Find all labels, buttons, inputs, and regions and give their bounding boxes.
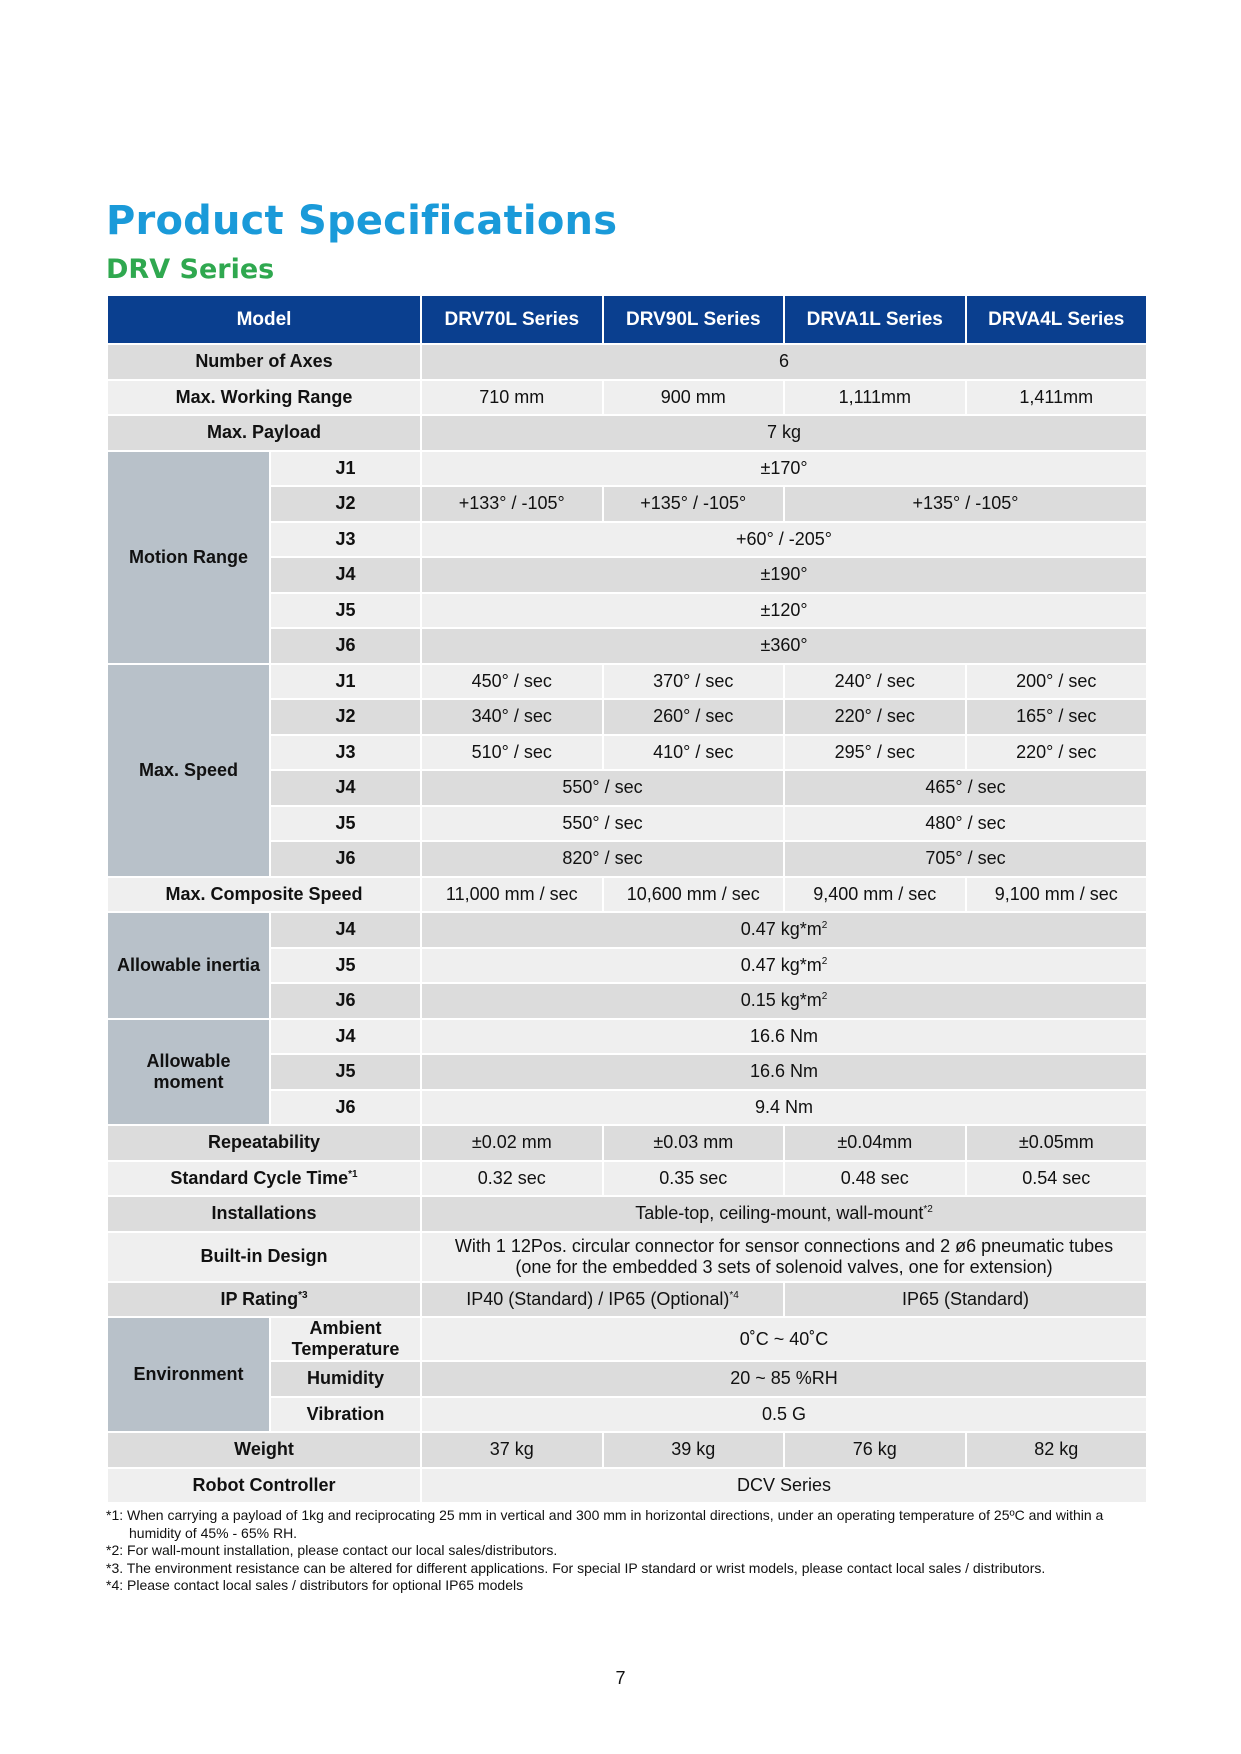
cell-value: 9,100 mm / sec [966,877,1148,913]
cell-value: 260° / sec [603,699,785,735]
cell-value: 820° / sec [421,841,784,877]
table-row [107,912,1147,948]
cell-value: 0.15 $kg*m^2$ [421,983,1147,1019]
cell-value: 220° / sec [966,735,1148,771]
spec-table [106,294,1148,1504]
cell-value: 16.6 Nm [421,1019,1147,1055]
table-row [107,1232,1147,1282]
cell-value: 10,600 mm / sec [603,877,785,913]
joint-label: J6 [270,1090,421,1126]
cell-value: 1,411mm [966,380,1148,416]
cell-value: 705° / sec [784,841,1147,877]
joint-label: J6 [270,983,421,1019]
cell-value: 450° / sec [421,664,603,700]
cell-value: 480° / sec [784,806,1147,842]
cell-value: 0.5 G [421,1397,1147,1433]
cell-value: ±0.04mm [784,1125,966,1161]
table-row [107,1019,1147,1055]
cell-value: 39 kg [603,1432,785,1468]
cell-value: ±170° [421,451,1147,487]
cell-value: 9,400 mm / sec [784,877,966,913]
group-label: Allowable moment [107,1019,270,1126]
table-row [107,877,1147,913]
cell-value: 0.48 sec [784,1161,966,1197]
group-label: Environment [107,1317,270,1432]
row-label: Max. Working Range [107,380,421,416]
joint-label: J3 [270,522,421,558]
footnote-marker: *1 [348,1168,358,1180]
superscript: 2 [821,920,828,932]
table-row [107,1317,1147,1361]
table-row [107,1161,1147,1197]
cell-value: 16.6 Nm [421,1054,1147,1090]
header-series: DRVA4L Series [966,295,1148,344]
cell-value: +135° / -105° [603,486,785,522]
sub-label: Vibration [270,1397,421,1433]
footnote-marker: *4 [729,1289,739,1301]
cell-value: 0.32 sec [421,1161,603,1197]
joint-label: J4 [270,557,421,593]
cell-value: With 1 12Pos. circular connector for sensor connections and 2 ø6 pneumatic tubes (one for the embedded 3 sets of solenoid valves, one for extension) [421,1232,1147,1282]
cell-value: 7 kg [421,415,1147,451]
page-subtitle: DRV Series [106,254,275,285]
header-series: DRV90L Series [603,295,785,344]
superscript: 2 [821,955,828,967]
table-row [107,1468,1147,1504]
cell-value: 0.47 $kg*m^2$ [421,948,1147,984]
table-row [107,1432,1147,1468]
cell-value: 165° / sec [966,699,1148,735]
group-label: Max. Speed [107,664,270,877]
cell-value: 220° / sec [784,699,966,735]
cell-value: 1,111mm [784,380,966,416]
cell-value: DCV Series [421,1468,1147,1504]
cell-value: 370° / sec [603,664,785,700]
joint-label: J5 [270,948,421,984]
table-row [107,1196,1147,1232]
cell-value: +133° / -105° [421,486,603,522]
joint-label: J1 [270,664,421,700]
footnote-marker: *3 [298,1289,308,1301]
group-label: Allowable inertia [107,912,270,1019]
cell-value: 0.35 sec [603,1161,785,1197]
row-label: Built-in Design [107,1232,421,1282]
cell-value: 76 kg [784,1432,966,1468]
table-row [107,1125,1147,1161]
cell-value: 510° / sec [421,735,603,771]
joint-label: J5 [270,593,421,629]
cell-value: ±360° [421,628,1147,664]
joint-label: J4 [270,770,421,806]
footnote-marker: *2 [923,1204,933,1216]
header-series: DRV70L Series [421,295,603,344]
cell-value: 37 kg [421,1432,603,1468]
table-row [107,451,1147,487]
cell-value: 20 ~ 85 %RH [421,1361,1147,1397]
sub-label: Humidity [270,1361,421,1397]
footnote: *4: Please contact local sales / distributors for optional IP65 models [106,1577,524,1593]
row-label: Installations [107,1196,421,1232]
cell-value: 465° / sec [784,770,1147,806]
table-header-row [107,295,1147,344]
joint-label: J4 [270,1019,421,1055]
cell-value: 0.54 sec [966,1161,1148,1197]
cell-value: Table-top, ceiling-mount, wall-mount$^{*2}$ [421,1196,1147,1232]
group-label: Motion Range [107,451,270,664]
joint-label: J2 [270,699,421,735]
cell-value: 295° / sec [784,735,966,771]
cell-value: ±120° [421,593,1147,629]
cell-value: 200° / sec [966,664,1148,700]
row-label: Weight [107,1432,421,1468]
cell-value: ±0.03 mm [603,1125,785,1161]
table-row [107,664,1147,700]
superscript: 2 [821,991,828,1003]
row-label: Max. Composite Speed [107,877,421,913]
header-series: DRVA1L Series [784,295,966,344]
joint-label: J4 [270,912,421,948]
row-label: Robot Controller [107,1468,421,1504]
cell-value: 82 kg [966,1432,1148,1468]
row-label: Repeatability [107,1125,421,1161]
cell-value: 11,000 mm / sec [421,877,603,913]
table-row [107,415,1147,451]
row-label: Standard Cycle Time$^{*1}$ [107,1161,421,1197]
cell-value: 550° / sec [421,770,784,806]
cell-value: IP40 (Standard) / IP65 (Optional)$^{*4}$ [421,1282,784,1318]
cell-value: +60° / -205° [421,522,1147,558]
cell-value: 340° / sec [421,699,603,735]
joint-label: J1 [270,451,421,487]
page-number: 7 [615,1668,626,1688]
footnote-continuation: humidity of 45% - 65% RH. [129,1524,298,1541]
joint-label: J5 [270,1054,421,1090]
cell-value: 900 mm [603,380,785,416]
joint-label: J2 [270,486,421,522]
footnote: *2: For wall-mount installation, please contact our local sales/distributors. [106,1542,558,1558]
footnote: *1: When carrying a payload of 1kg and reciprocating 25 mm in vertical and 300 mm in horizontal directions, under an operating temperature of 25ºC and within a [106,1507,1104,1523]
joint-label: J3 [270,735,421,771]
table-row [107,380,1147,416]
footnotes [106,1507,1146,1595]
cell-value: ±0.05mm [966,1125,1148,1161]
cell-value: +135° / -105° [784,486,1147,522]
sub-label: Ambient Temperature [270,1317,421,1361]
cell-value: ±190° [421,557,1147,593]
cell-value: 550° / sec [421,806,784,842]
row-label: IP Rating$^{*3}$ [107,1282,421,1318]
joint-label: J6 [270,841,421,877]
cell-value: IP65 (Standard) [784,1282,1147,1318]
cell-value: 0.47 $kg*m^2$ [421,912,1147,948]
cell-value: 410° / sec [603,735,785,771]
table-row [107,344,1147,380]
joint-label: J6 [270,628,421,664]
table-row [107,1282,1147,1318]
joint-label: J5 [270,806,421,842]
page-title: Product Specifications [106,198,618,244]
cell-value: 240° / sec [784,664,966,700]
cell-value: 710 mm [421,380,603,416]
cell-value: 0˚C ~ 40˚C [421,1317,1147,1361]
cell-value: 6 [421,344,1147,380]
row-label: Number of Axes [107,344,421,380]
footnote: *3. The environment resistance can be altered for different applications. For special IP standard or wrist models, please contact local sales / distributors. [106,1559,1046,1576]
row-label: Max. Payload [107,415,421,451]
header-model: Model [107,295,421,344]
cell-value: 9.4 Nm [421,1090,1147,1126]
cell-value: ±0.02 mm [421,1125,603,1161]
